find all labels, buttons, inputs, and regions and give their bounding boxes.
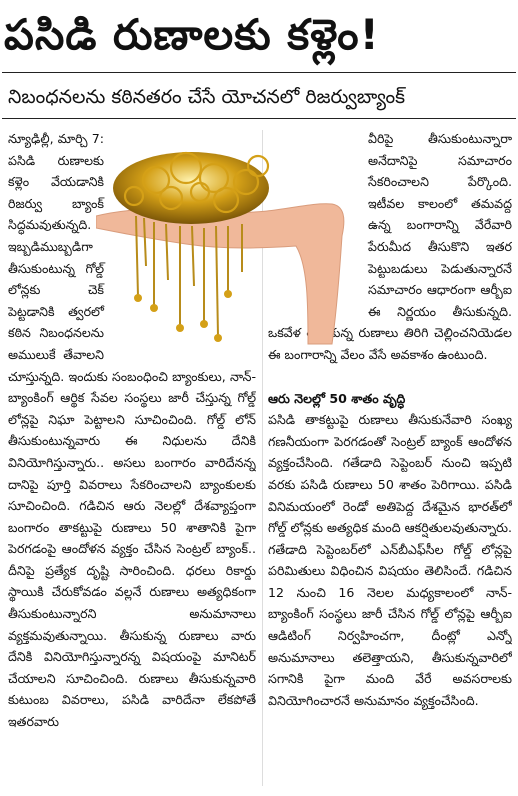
headline-rule: [2, 72, 516, 73]
subheadline: నిబంధనలను కఠినతరం చేసే యోచనలో రిజర్వుబ్యాంక్: [8, 86, 406, 108]
gold-jewellery-hand-icon: [96, 146, 346, 346]
right-column-paragraph-1: వీరిపై తీసుకుంటున్నారా అనేదానిపై సమాచారం సేకరించాలని పేర్కొంది. ఇటీవల కాలంలో తమవద్ద ఉన్న బంగారాన్ని వేరేవారి పేరుమీద తీసుకొని ఇతర పెట్టుబడులు పెడుతున్నారనే సమాచారం ఆధారంగా ఆర్బీఐ ఈ నిర్ణయం తీసుకున్నది. ఒకవేళ తీసుకున్న రుణాలు తిరిగి చెల్లించనియెడల ఈ బంగారాన్ని వేలం వేసే అవకాశం ఉంటుంది.: [268, 131, 512, 362]
section-heading: ఆరు నెలల్లో 50 శాతం వృద్ధి: [268, 390, 406, 406]
left-column-paragraph: న్యూఢిల్లీ, మార్చి 7: పసిడి రుణాలకు కళ్లెం వేయడానికి రిజర్వు బ్యాంక్ సిద్ధమవుతున్నది. ఇబ్బడిముబ్బడిగా తీసుకుంటున్న గోల్డ్ లోన్లకు చెక్ పెట్టడానికి త్వరలో కఠిన నిబంధనలను అములుకే తేవాలని చూస్తున్నది. ఇందుకు సంబంధించి బ్యాంకులు, నాన్-బ్యాంకింగ్ ఆర్థిక సేవల సంస్థలు జారీ చేస్తున్న గోల్డ్ లోన్లపై నిఘా పెట్టాలని సూచించింది. గోల్డ్ లోన్ తీసుకుంటున్నవారు ఈ నిధులను దేనికి వినియోగిస్తున్నారు.. అసలు బంగారం వారిదేనన్న దానిపై పూర్తి వివరాలు సేకరించాలని బ్యాంకులకు సూచించింది. గడిచిన ఆరు నెలల్లో దేశవ్యాప్తంగా బంగారం తాకట్టుపై రుణాలు 50 శాతానికి పైగా పెరగడంపై ఆందోళన వ్యక్తం చేసిన సెంట్రల్ బ్యాంక్.. దీనిపై ప్రత్యేక దృష్టి సారించింది. ధరలు రికార్డు స్థాయికి చేరుకోవడం వల్లనే రుణాలు అత్యధికంగా తీసుకుంటున్నారని అనుమానాలు వ్యక్తమవుతున్నాయి. తీసుకున్న రుణాలు వారు దేనికి వినియోగిస్తున్నారన్న విషయంపై మానిటర్ చేయాలని సూచించింది. రుణాలు తీసుకున్నవారి కుటుంబ వివరాలు, పసిడి వారిదేనా లేకపోతే ఇతరవారు: [8, 131, 256, 730]
subheadline-rule: [2, 118, 516, 119]
right-column-paragraph-2: పసిడి తాకట్టుపై రుణాలు తీసుకునేవారి సంఖ్య గణనీయంగా పెరగడంతో సెంట్రల్ బ్యాంక్ ఆందోళన వ్యక్తంచేసింది. గతేడాది సెప్టెంబర్ నుంచి ఇప్పటి వరకు పసిడి రుణాలు 50 శాతం పెరిగాయి. పసిడి వినిమయంలో రెండో అతిపెద్ద దేశమైన భారత్‌లో గోల్డ్ లోన్లకు అత్యధిక మంది ఆకర్షితులవుతున్నారు. గతేడాది సెప్టెంబర్‌లో ఎన్‌బీఎఫ్‌సీల గోల్డ్ లోన్లపై పరిమితులు విధించిన విషయం తెలిసిందే. గడిచిన 12 నుంచి 16 నెలల మధ్యకాలంలో నాన్-బ్యాంకింగ్ సంస్థలు జారీ చేసిన గోల్డ్ లోన్లపై ఆర్బీఐ ఆడిటింగ్ నిర్వహించగా, దీంట్లో ఎన్నో అనుమానాలు తలెత్తాయని, తీసుకున్నవారిలో సగానికి పైగా మంది వేరే అవసరాలకు వినియోగించారనే అనుమానం వ్యక్తంచేసింది.: [268, 412, 512, 708]
headline: పసిడి రుణాలకు కళ్లెం!: [4, 10, 380, 59]
